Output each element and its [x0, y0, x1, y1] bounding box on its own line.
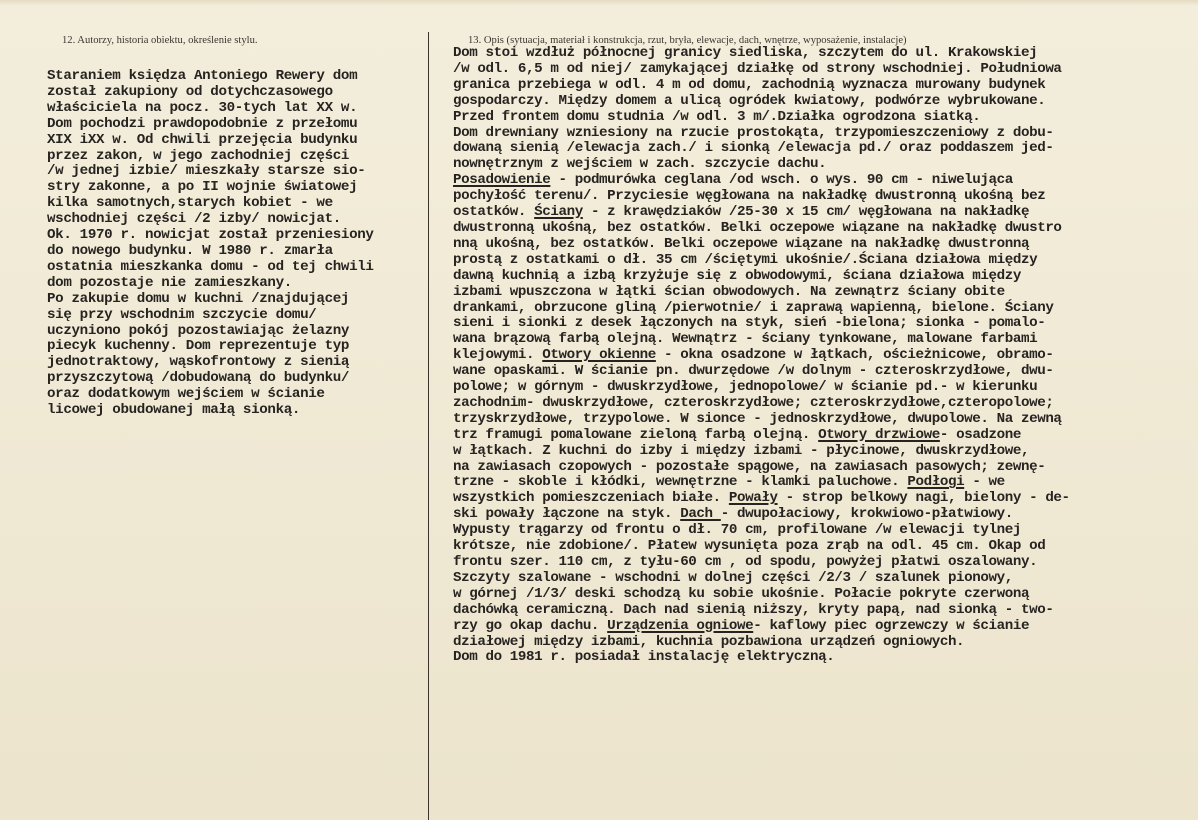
- text-line: XIX iXX w. Od chwili przejęcia budynku: [47, 131, 358, 148]
- left-column-text: [47, 69, 374, 419]
- text-line: dawną kuchnią a izbą krzyżuje się z obwodowymi, ściana działowa między: [453, 267, 1021, 284]
- text-line: jednotraktowy, wąskofrontowy z sienią: [47, 354, 350, 371]
- text-line: licowej obudowanej małą sionką.: [47, 402, 301, 419]
- text-line: gospodarczy. Między domem a ulicą ogródek kwiatowy, podwórze wybrukowane.: [453, 92, 1046, 109]
- text-line: Staraniem księdza Antoniego Rewery dom: [47, 68, 358, 84]
- text-line: na zawiasach czopowych - pozostałe spągowe, na zawiasach pasowych; zewnę-: [453, 458, 1046, 475]
- text-line: izbami wpuszczona w łątki ścian obwodowych. Na zewnątrz ściany obite: [453, 283, 1005, 300]
- text-line: uczyniono pokój pozostawiając żelazny: [47, 322, 350, 339]
- text-line: kilka samotnych,starych kobiet - we: [47, 195, 333, 212]
- text-line: ostatków. Ściany - z krawędziaków /25-30 x 15 cm/ węgłowana na nakładkę: [453, 204, 1030, 221]
- page-top-edge: [0, 0, 1198, 6]
- text-line: Ok. 1970 r. nowicjat został przeniesiony: [47, 227, 374, 244]
- text-line: trzyskrzydłowe, trzypolowe. W sionce - jednoskrzydłowe, dwupolowe. Na zewną: [453, 410, 1062, 427]
- text-line: Po zakupie domu w kuchni /znajdującej: [47, 290, 350, 307]
- column-divider: [428, 32, 429, 820]
- text-line: /w jednej izbie/ mieszkały starsze sio-: [47, 163, 366, 180]
- text-line: rzy go okap dachu. Urządzenia ogniowe- kaflowy piec ogrzewczy w ścianie: [453, 617, 1030, 634]
- text-line: krótsze, nie zdobione/. Płatew wysunięta poza zrąb na odl. 45 cm. Okap od: [453, 538, 1046, 555]
- text-line: w górnej /1/3/ deski schodzą ku sobie ukośnie. Połacie pokryte czerwoną: [453, 585, 1030, 602]
- text-line: pochyłość terenu/. Przyciesie węgłowana na nakładkę dwustronną ukośną bez: [453, 188, 1046, 205]
- text-line: wszystkich pomieszczeniach białe. Powały - strop belkowy nagi, bielony - de-: [453, 490, 1070, 507]
- right-section-heading: 13. Opis (sytuacja, materiał i konstrukcja, rzut, bryła, elewacje, dach, wnętrze, wyposażenie, instalacje): [468, 35, 907, 46]
- text-line: został zakupiony od dotychczasowego: [47, 83, 333, 100]
- text-line: Przed frontem domu studnia /w odl. 3 m/.Działka ogrodzona siatką.: [453, 108, 981, 125]
- text-line: Dom drewniany wzniesiony na rzucie prostokąta, trzypomieszczeniowy z dobu-: [453, 124, 1054, 141]
- right-column-text: [453, 46, 1070, 666]
- text-line: przyszczytową /dobudowaną do budynku/: [47, 370, 350, 387]
- text-line: wane opaskami. W ścianie pn. dwurzędowe /w dolnym - czteroskrzydłowe, dwu-: [453, 363, 1054, 380]
- text-line: dowaną sienią /elewacja zach./ i sionką /elewacja pd./ oraz poddaszem jed-: [453, 140, 1054, 157]
- text-line: oraz dodatkowym wejściem w ścianie: [47, 386, 325, 403]
- text-line: w łątkach. Z kuchni do izby i między izbami - płycinowe, dwuskrzydłowe,: [453, 442, 1030, 459]
- text-line: drankami, obrzucone gliną /pierwotnie/ i zaprawą wapienną, bielone. Ściany: [453, 299, 1054, 316]
- text-line: dom pozostaje nie zamieszkany.: [47, 274, 292, 291]
- text-line: wana brązową farbą olejną. Wewnątrz - ściany tynkowane, malowane farbami: [453, 331, 1038, 348]
- text-line: ostatnia mieszkanka domu - od tej chwili: [47, 258, 374, 275]
- text-line: Posadowienie - podmurówka ceglana /od wsch. o wys. 90 cm - niwelująca: [453, 172, 1013, 189]
- text-line: zachodnim- dwuskrzydłowe, czteroskrzydłowe; czteroskrzydłowe,czteropolowe;: [453, 394, 1054, 411]
- text-line: Dom do 1981 r. posiadał instalację elektryczną.: [453, 649, 835, 666]
- text-line: trz framugi pomalowane zieloną farbą olejną. Otwory drzwiowe- osadzone: [453, 426, 1021, 443]
- text-line: właściciela na pocz. 30-tych lat XX w.: [47, 99, 358, 116]
- text-line: Wypusty trągarzy od frontu o dł. 70 cm, profilowane /w elewacji tylnej: [453, 522, 1021, 539]
- text-line: dachówką ceramiczną. Dach nad sienią niższy, kryty papą, nad sionką - two-: [453, 601, 1054, 618]
- text-line: klejowymi. Otwory okienne - okna osadzone w łątkach, ościeżnicowe, obramo-: [453, 347, 1054, 364]
- text-line: dwustronną ukośną, bez ostatków. Belki oczepowe wiązane na nakładkę dwustro: [453, 219, 1062, 236]
- text-line: /w odl. 6,5 m od niej/ zamykającej działkę od strony wschodniej. Południowa: [453, 60, 1062, 77]
- text-line: Szczyty szalowane - wschodni w dolnej części /2/3 / szalunek pionowy,: [453, 569, 1013, 586]
- text-line: nownętrznym z wejściem w zach. szczycie dachu.: [453, 156, 827, 173]
- text-line: trzne - skoble i kłódki, wewnętrzne - klamki paluchowe. Podłogi - we: [453, 474, 1005, 491]
- text-line: prostą z ostatkami o dł. 35 cm /ściętymi ukośnie/.Ściana działowa między: [453, 251, 1038, 268]
- left-section-heading: 12. Autorzy, historia obiektu, określenie stylu.: [62, 35, 258, 46]
- text-line: do nowego budynku. W 1980 r. zmarła: [47, 242, 333, 259]
- text-line: Dom pochodzi prawdopodobnie z przełomu: [47, 115, 358, 132]
- text-line: stry zakonne, a po II wojnie światowej: [47, 179, 358, 196]
- text-line: granica przebiega w odl. 4 m od domu, zachodnią wyznacza murowany budynek: [453, 76, 1046, 93]
- text-line: przez zakon, w jego zachodniej części: [47, 147, 350, 164]
- text-line: polowe; w górnym - dwuskrzydłowe, jednopolowe/ w ścianie pd.- w kierunku: [453, 379, 1038, 396]
- text-line: wschodniej części /2 izby/ nowicjat.: [47, 211, 341, 228]
- text-line: ski powały łączone na styk. Dach - dwupołaciowy, krokwiowo-płatwiowy.: [453, 506, 1013, 523]
- text-line: sieni i sionki z desek łączonych na styk, sień -bielona; sionka - pomalo-: [453, 315, 1046, 332]
- text-line: działowej między izbami, kuchnia pozbawiona urządzeń ogniowych.: [453, 633, 965, 650]
- text-line: się przy wschodnim szczycie domu/: [47, 306, 317, 323]
- text-line: nną ukośną, bez ostatków. Belki oczepowe wiązane na nakładkę dwustronną: [453, 235, 1030, 252]
- text-line: Dom stoi wzdłuż północnej granicy siedliska, szczytem do ul. Krakowskiej: [453, 45, 1038, 61]
- text-line: frontu szer. 110 cm, z tyłu-60 cm , od spodu, powyżej płatwi oszalowany.: [453, 554, 1038, 570]
- text-line: piecyk kuchenny. Dom reprezentuje typ: [47, 338, 350, 355]
